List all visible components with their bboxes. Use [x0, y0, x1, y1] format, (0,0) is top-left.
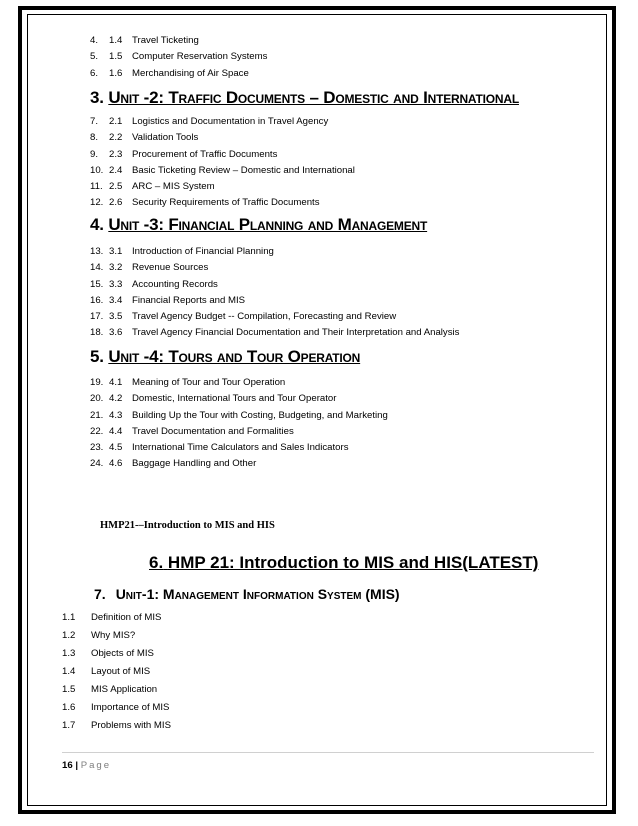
item-number: 9. — [90, 148, 99, 160]
unit2-heading: 3. Unit -2: Traffic Documents – Domestic and International — [90, 88, 519, 107]
list-item — [90, 424, 388, 440]
item-number: 15. — [90, 278, 104, 290]
topic-title: Layout of MIS — [91, 666, 151, 677]
topic-title: Meaning of Tour and Tour Operation — [132, 377, 286, 388]
topic-title: Accounting Records — [132, 278, 218, 290]
section-number: 1.3 — [62, 648, 76, 659]
list-item — [90, 325, 459, 341]
item-number: 16. — [90, 294, 104, 306]
topic-title: Computer Reservation Systems — [132, 51, 268, 63]
topic-title: Security Requirements of Traffic Documents — [132, 197, 320, 209]
section-number: 1.5 — [62, 684, 76, 695]
section-number: 1.4 — [62, 666, 76, 677]
item-number: 6. — [90, 67, 99, 79]
section-number: 4.6 — [109, 458, 123, 470]
topic-title: ARC – MIS System — [132, 181, 215, 193]
list-item — [90, 408, 388, 424]
list-item — [62, 699, 171, 717]
topic-title: Domestic, International Tours and Tour Operator — [132, 393, 337, 405]
list-item — [62, 663, 171, 681]
page-footer: 16 | Page — [62, 760, 112, 771]
topic-title: International Time Calculators and Sales Indicators — [132, 442, 349, 454]
item-number: 24. — [90, 458, 104, 470]
list-item — [90, 49, 267, 65]
topic-title: Procurement of Traffic Documents — [132, 148, 278, 160]
section-number: 4.5 — [109, 442, 123, 454]
topic-title: Problems with MIS — [91, 720, 171, 731]
section-number: 3.1 — [109, 246, 123, 257]
list-item — [62, 645, 171, 663]
section-number: 1.1 — [62, 612, 76, 623]
section-number: 1.6 — [62, 702, 76, 713]
list-item — [90, 130, 355, 146]
item-number: 22. — [90, 425, 104, 437]
item-number: 4. — [90, 35, 99, 46]
item-number: 13. — [90, 246, 104, 257]
list-item — [90, 195, 355, 211]
item-number: 21. — [90, 409, 104, 421]
topic-title: MIS Application — [91, 684, 158, 695]
section-number: 1.6 — [109, 67, 123, 79]
list-item — [90, 163, 355, 179]
item-number: 7. — [90, 116, 99, 127]
hmp21-title: 6. HMP 21: Introduction to MIS and HIS(LATEST) — [149, 553, 539, 572]
item-number: 23. — [90, 442, 104, 454]
mis-unit1-heading: 7. Unit-1: Management Information System (MIS) — [94, 586, 400, 602]
topic-title: Merchandising of Air Space — [132, 67, 249, 79]
section-number: 1.7 — [62, 720, 76, 731]
footer-divider — [62, 752, 594, 753]
item-number: 11. — [90, 181, 103, 193]
item-number: 10. — [90, 164, 104, 176]
topic-title: Why MIS? — [91, 630, 136, 641]
topic-title: Objects of MIS — [91, 648, 154, 659]
section-number: 2.1 — [109, 116, 123, 127]
list-item — [90, 260, 459, 276]
section-number: 4.4 — [109, 425, 123, 437]
topic-title: Travel Agency Budget -- Compilation, Forecasting and Review — [132, 311, 397, 323]
list-item — [90, 33, 267, 49]
section-number: 2.4 — [109, 164, 123, 176]
unit4-heading: 5. Unit -4: Tours and Tour Operation — [90, 347, 361, 366]
item-number: 5. — [90, 51, 99, 63]
list-item — [90, 244, 459, 260]
item-number: 18. — [90, 327, 104, 339]
topic-title: Financial Reports and MIS — [132, 294, 246, 306]
list-item — [90, 114, 355, 130]
unit3-heading: 4. Unit -3: Financial Planning and Management — [90, 215, 428, 234]
section-number: 3.3 — [109, 278, 123, 290]
section-number: 2.6 — [109, 197, 123, 209]
topic-title: Travel Agency Financial Documentation and Their Interpretation and Analysis — [132, 327, 460, 339]
topic-title: Introduction of Financial Planning — [132, 246, 274, 257]
mis-topic-list — [62, 609, 171, 735]
list-item — [90, 277, 459, 293]
hmp21-subtitle: HMP21-–Introduction to MIS and HIS — [100, 520, 275, 531]
section-number: 1.4 — [109, 35, 123, 46]
topic-title: Travel Documentation and Formalities — [132, 425, 294, 437]
list-item — [62, 627, 171, 645]
section-number: 2.3 — [109, 148, 123, 160]
list-item — [90, 309, 459, 325]
topic-title: Basic Ticketing Review – Domestic and International — [132, 164, 355, 176]
unit1-topic-list — [90, 33, 267, 82]
list-item — [90, 456, 388, 472]
section-number: 4.3 — [109, 409, 123, 421]
section-number: 3.5 — [109, 311, 123, 323]
unit4-topic-list — [90, 375, 388, 473]
item-number: 17. — [90, 311, 104, 323]
list-item — [90, 179, 355, 195]
section-number: 2.5 — [109, 181, 123, 193]
topic-title: Building Up the Tour with Costing, Budgeting, and Marketing — [132, 409, 388, 421]
topic-title: Travel Ticketing — [132, 35, 199, 46]
list-item — [90, 375, 388, 391]
section-number: 4.2 — [109, 393, 123, 405]
list-item — [62, 681, 171, 699]
list-item — [90, 440, 388, 456]
topic-title: Importance of MIS — [91, 702, 170, 713]
item-number: 19. — [90, 377, 104, 388]
topic-title: Logistics and Documentation in Travel Agency — [132, 116, 329, 127]
section-number: 3.4 — [109, 294, 123, 306]
topic-title: Revenue Sources — [132, 262, 209, 274]
item-number: 14. — [90, 262, 104, 274]
list-item — [62, 717, 171, 735]
list-item — [62, 609, 171, 627]
section-number: 3.2 — [109, 262, 123, 274]
list-item — [90, 391, 388, 407]
item-number: 20. — [90, 393, 104, 405]
list-item — [90, 293, 459, 309]
section-number: 1.2 — [62, 630, 76, 641]
item-number: 12. — [90, 197, 104, 209]
unit3-topic-list — [90, 244, 459, 342]
section-number: 4.1 — [109, 377, 123, 388]
section-number: 2.2 — [109, 132, 123, 144]
list-item — [90, 147, 355, 163]
section-number: 3.6 — [109, 327, 123, 339]
topic-title: Baggage Handling and Other — [132, 458, 257, 470]
topic-title: Validation Tools — [132, 132, 199, 144]
section-number: 1.5 — [109, 51, 123, 63]
topic-title: Definition of MIS — [91, 612, 162, 623]
item-number: 8. — [90, 132, 99, 144]
unit2-topic-list — [90, 114, 355, 212]
list-item — [90, 66, 267, 82]
